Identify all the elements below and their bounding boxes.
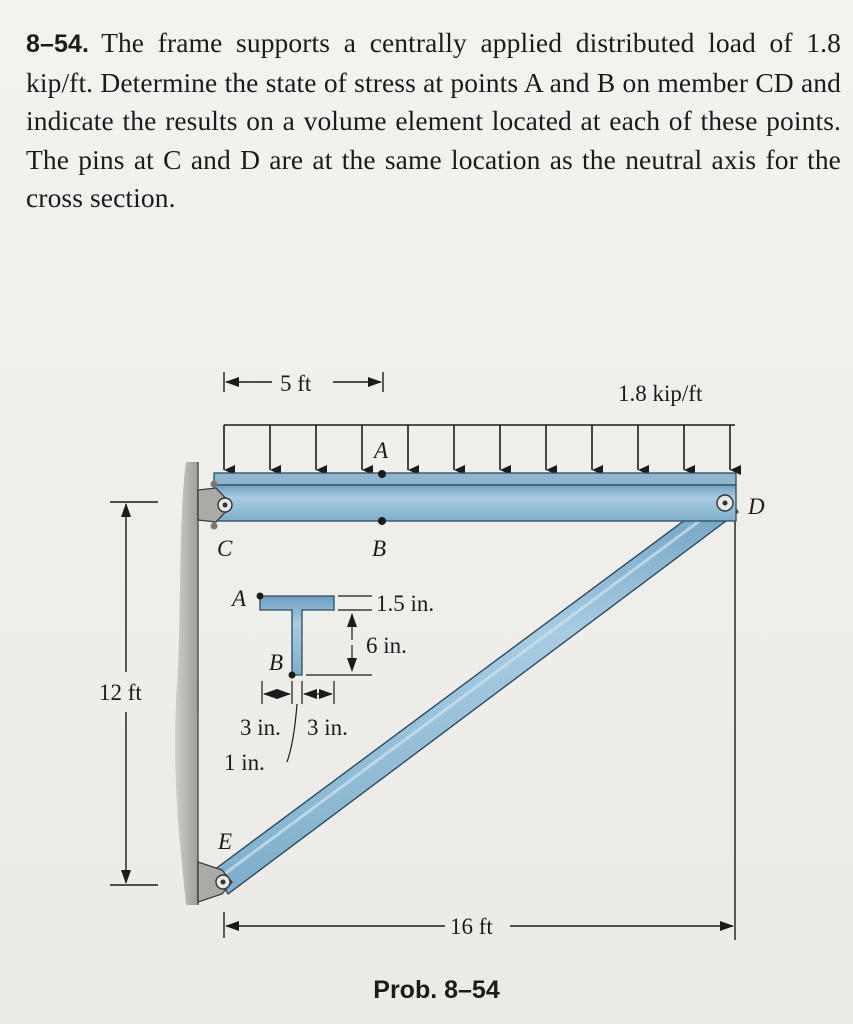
pin-c-label: C	[217, 536, 233, 561]
point-b-marker	[378, 517, 386, 525]
pin-e-label: E	[218, 829, 233, 854]
pin-d	[717, 495, 733, 511]
web-depth-label: 6 in.	[366, 633, 407, 658]
flange-half-left-label: 3 in.	[240, 715, 281, 740]
beam-cd	[214, 473, 736, 521]
pin-d-label: D	[748, 494, 765, 519]
load-label: 1.8 kip/ft	[618, 381, 703, 406]
wall-support	[175, 462, 198, 905]
flange-half-right-label: 3 in.	[307, 715, 348, 740]
flange-thickness-label: 1.5 in.	[376, 591, 435, 616]
dim-12ft-label: 12 ft	[99, 680, 142, 705]
dim-16ft-label: 16 ft	[450, 914, 493, 939]
figure-caption: Prob. 8–54	[373, 976, 500, 1004]
problem-text: The frame supports a centrally applied distributed load of 1.8 kip/ft. Determine the state of stress at points A and B on member CD and indicate the results on a volume element located at each of these points. The pins at C and D are at the same location as the neutral axis for the cross section.	[26, 27, 841, 213]
dimension-16ft	[224, 520, 735, 940]
problem-number: 8–54.	[26, 30, 90, 58]
section-point-a-label: A	[232, 586, 247, 611]
point-a-marker	[378, 470, 386, 478]
point-b-label: B	[372, 536, 387, 561]
web-thickness-label: 1 in.	[224, 750, 265, 775]
distributed-load-arrows	[224, 425, 735, 470]
dim-5ft-label: 5 ft	[280, 371, 312, 396]
section-point-b-label: B	[269, 650, 284, 675]
point-a-label: A	[374, 438, 389, 463]
